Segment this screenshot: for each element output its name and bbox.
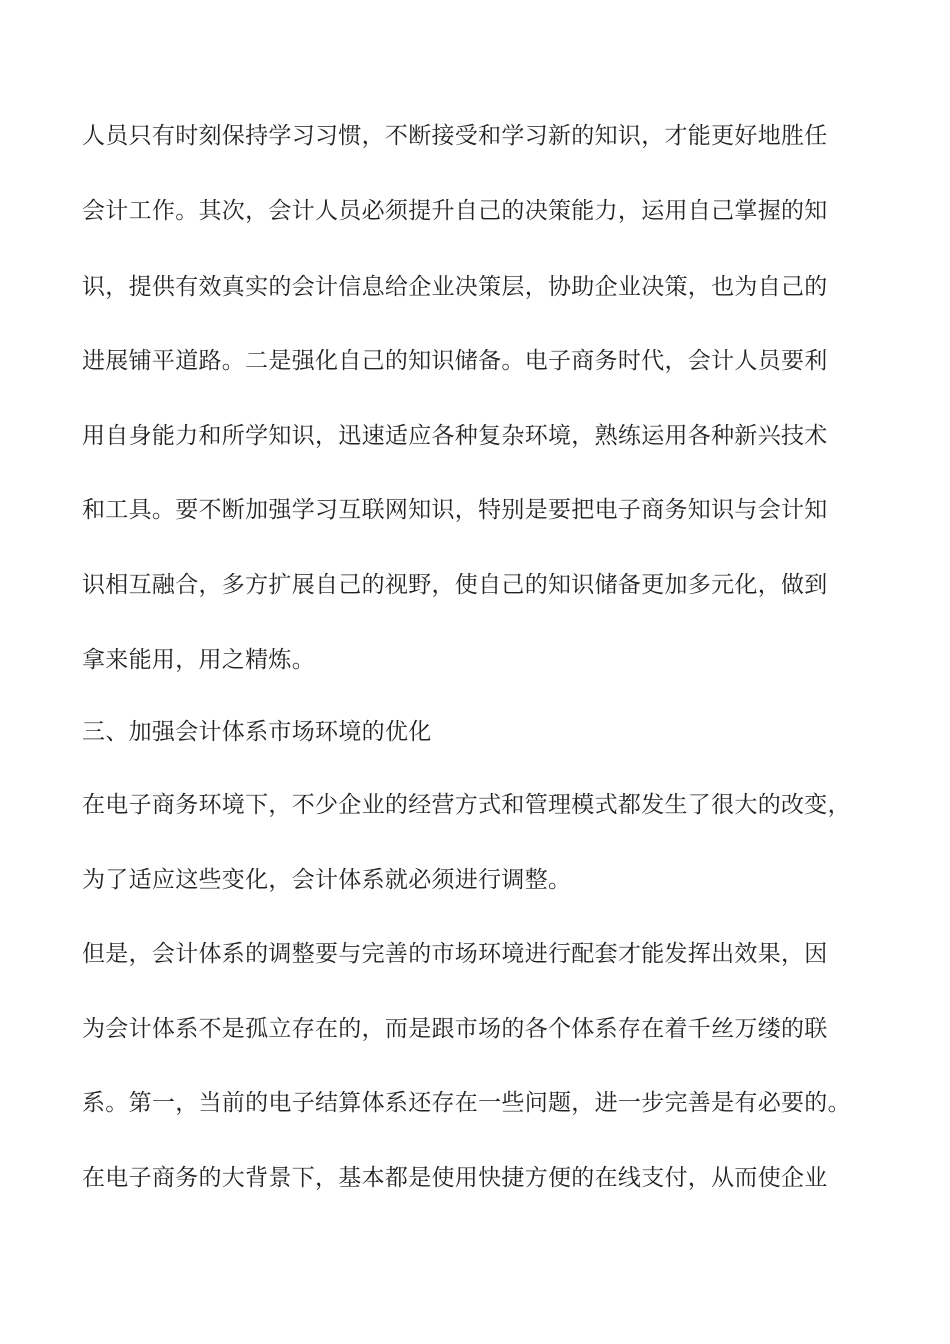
section-heading: 三、加强会计体系市场环境的优化 — [82, 719, 432, 745]
text-line: 为会计体系不是孤立存在的，而是跟市场的各个体系存在着千丝万缕的联 — [82, 1016, 828, 1042]
text-line: 识，提供有效真实的会计信息给企业决策层，协助企业决策，也为自己的 — [82, 274, 828, 300]
text-line: 识相互融合，多方扩展自己的视野，使自己的知识储备更加多元化，做到 — [82, 572, 828, 598]
text-line: 但是，会计体系的调整要与完善的市场环境进行配套才能发挥出效果，因 — [82, 941, 828, 967]
text-line: 用自身能力和所学知识，迅速适应各种复杂环境，熟练运用各种新兴技术 — [82, 423, 828, 449]
text-line: 进展铺平道路。二是强化自己的知识储备。电子商务时代，会计人员要利 — [82, 348, 828, 374]
text-line: 在电子商务环境下，不少企业的经营方式和管理模式都发生了很大的改变， — [82, 792, 851, 818]
text-line: 人员只有时刻保持学习习惯，不断接受和学习新的知识，才能更好地胜任 — [82, 123, 828, 149]
text-line: 系。第一，当前的电子结算体系还存在一些问题，进一步完善是有必要的。 — [82, 1090, 851, 1116]
text-line: 在电子商务的大背景下，基本都是使用快捷方便的在线支付，从而使企业 — [82, 1165, 828, 1191]
text-line: 为了适应这些变化，会计体系就必须进行调整。 — [82, 867, 572, 893]
text-line: 和工具。要不断加强学习互联网知识，特别是要把电子商务知识与会计知 — [82, 497, 828, 523]
text-line: 会计工作。其次，会计人员必须提升自己的决策能力，运用自己掌握的知 — [82, 198, 828, 224]
text-line: 拿来能用，用之精炼。 — [82, 647, 315, 673]
